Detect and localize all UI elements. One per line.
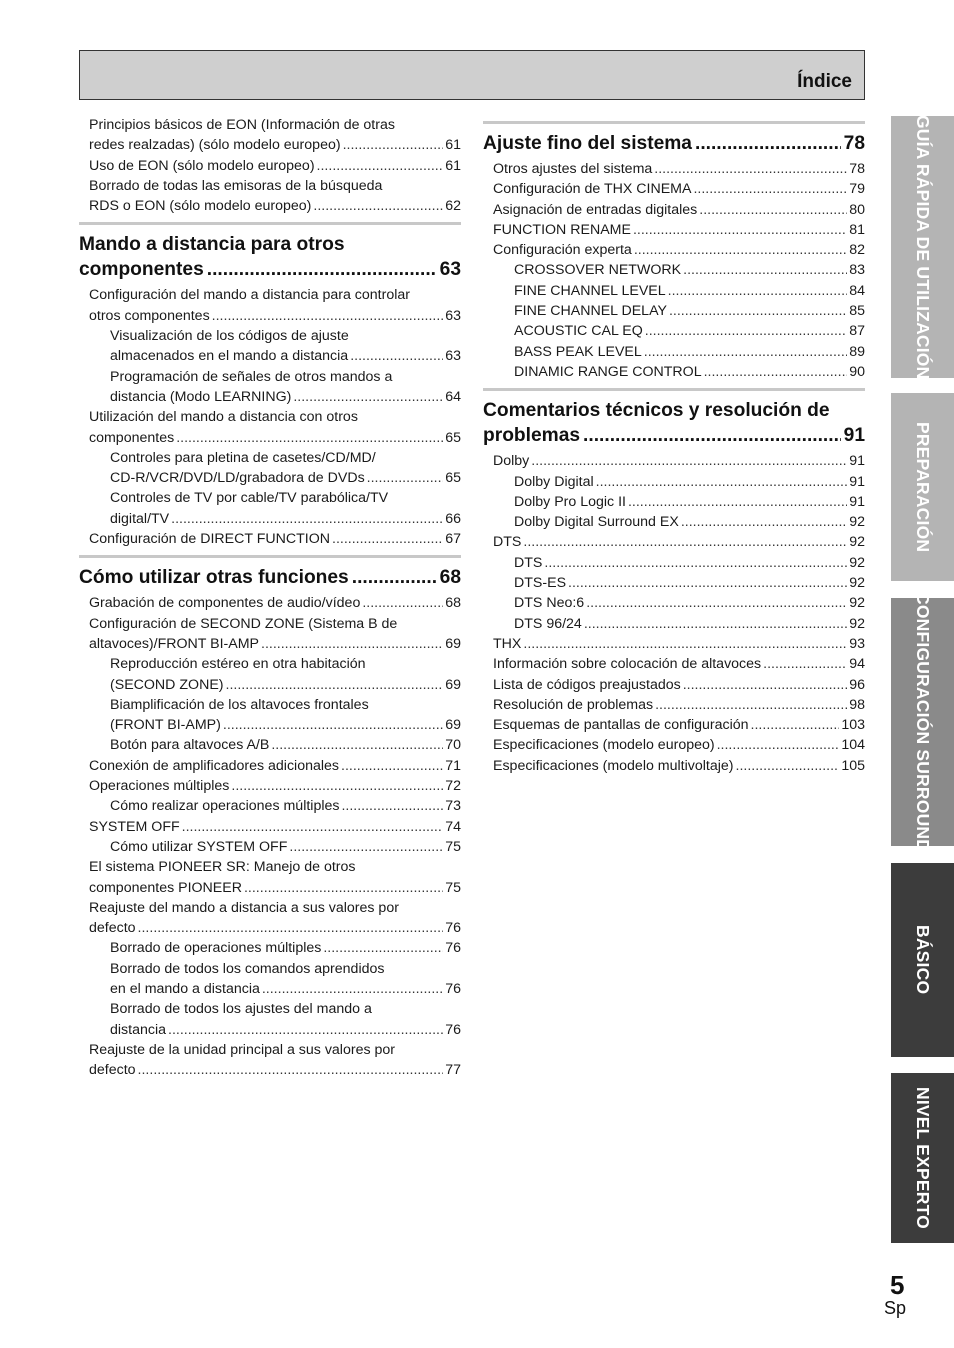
leader-dots	[736, 756, 840, 776]
side-tab-nivel-experto[interactable]	[891, 1073, 954, 1243]
toc-entry[interactable]	[483, 634, 865, 654]
section-title-text: Cómo utilizar otras funciones	[79, 567, 349, 589]
toc-entry[interactable]	[79, 428, 461, 448]
toc-entry[interactable]	[483, 159, 865, 179]
toc-entry[interactable]	[483, 675, 865, 695]
leader-dots	[171, 509, 443, 529]
page-reference: 69	[445, 676, 461, 693]
leader-dots	[633, 220, 847, 240]
toc-entry[interactable]	[483, 735, 865, 755]
entry-text: Borrado de todas las emisoras de la búsqueda	[89, 177, 383, 194]
toc-left-column	[79, 115, 461, 1080]
leader-dots	[223, 715, 443, 735]
page-reference: 81	[849, 221, 865, 238]
entry-text: otros componentes	[89, 307, 210, 324]
entry-text: Configuración de DIRECT FUNCTION	[89, 531, 330, 548]
entry-text: Lista de códigos preajustados	[493, 676, 681, 693]
leader-dots	[231, 776, 443, 796]
entry-text: Cómo realizar operaciones múltiples	[110, 798, 340, 815]
page-reference: 92	[849, 595, 865, 612]
entry-text: SYSTEM OFF	[89, 818, 180, 835]
entry-text: DTS 96/24	[514, 615, 582, 632]
section-divider	[79, 555, 461, 558]
entry-text: (SECOND ZONE)	[110, 676, 224, 693]
entry-text: DTS	[493, 534, 522, 551]
page-number: 5	[890, 1270, 905, 1300]
toc-entry	[79, 999, 461, 1019]
page-title: Índice	[797, 71, 852, 92]
entry-text: Esquemas de pantallas de configuración	[493, 717, 749, 734]
entry-text: Especificaciones (modelo multivoltaje)	[493, 757, 734, 774]
leader-dots	[212, 306, 444, 326]
entry-text: Programación de señales de otros mandos a	[110, 368, 393, 385]
page-reference: 64	[445, 388, 461, 405]
entry-text: CD-R/VCR/DVD/LD/grabadora de DVDs	[110, 470, 365, 487]
page-reference: 73	[445, 798, 461, 815]
entry-text: Controles de TV por cable/TV parabólica/TV	[110, 490, 389, 507]
toc-entry[interactable]	[483, 512, 865, 532]
toc-entry[interactable]	[483, 321, 865, 341]
page-reference: 98	[849, 696, 865, 713]
entry-text: Controles para pletina de casetes/CD/MD/	[110, 449, 376, 466]
entry-text: componentes PIONEER	[89, 879, 242, 896]
page-reference: 96	[849, 676, 865, 693]
toc-entry[interactable]	[483, 281, 865, 301]
toc-section-heading[interactable]	[483, 131, 865, 156]
page-reference: 92	[849, 615, 865, 632]
toc-entry	[79, 285, 461, 305]
section-title-text: Comentarios técnicos y resolución de	[483, 400, 830, 422]
entry-text: Dolby Pro Logic II	[514, 493, 626, 510]
page-reference: 70	[445, 737, 461, 754]
toc-entry	[79, 448, 461, 468]
leader-dots	[182, 817, 444, 837]
page-reference: 61	[445, 157, 461, 174]
toc-entry[interactable]	[79, 529, 461, 549]
entry-text: Operaciones múltiples	[89, 778, 230, 795]
leader-dots	[523, 634, 847, 654]
leader-dots	[596, 472, 848, 492]
toc-entry	[79, 176, 461, 196]
page-reference: 74	[445, 818, 461, 835]
side-tab-basico[interactable]	[891, 863, 954, 1057]
toc-entry[interactable]	[483, 614, 865, 634]
page-reference: 67	[445, 531, 461, 548]
page-reference: 90	[849, 363, 865, 380]
page-reference: 103	[841, 717, 865, 734]
leader-dots	[289, 837, 443, 857]
leader-dots	[644, 342, 847, 362]
leader-dots	[544, 553, 847, 573]
toc-entry[interactable]	[79, 346, 461, 366]
toc-entry	[79, 959, 461, 979]
page-reference: 84	[849, 282, 865, 299]
entry-text: altavoces)/FRONT BI-AMP	[89, 635, 260, 652]
toc-right-column	[483, 115, 865, 776]
toc-entry[interactable]	[79, 938, 461, 958]
page-reference: 91	[849, 453, 865, 470]
leader-dots	[693, 179, 847, 199]
page-reference: 92	[849, 514, 865, 531]
page-reference: 78	[843, 133, 865, 154]
toc-entry[interactable]	[483, 573, 865, 593]
leader-dots	[704, 362, 848, 382]
entry-text: distancia	[110, 1021, 166, 1038]
toc-entry[interactable]	[79, 634, 461, 654]
leader-dots	[583, 423, 841, 448]
page-reference: 83	[849, 262, 865, 279]
entry-text: Asignación de entradas digitales	[493, 201, 698, 218]
toc-entry	[79, 695, 461, 715]
section-title-text: Mando a distancia para otros	[79, 234, 345, 256]
entry-text: Reproducción estéreo en otra habitación	[110, 656, 366, 673]
toc-entry[interactable]	[79, 735, 461, 755]
page-reference: 66	[445, 510, 461, 527]
leader-dots	[683, 675, 848, 695]
toc-entry	[79, 407, 461, 427]
page-reference: 78	[849, 161, 865, 177]
leader-dots	[341, 756, 443, 776]
side-tab-label: GUÍA RÁPIDA DE UTILIZACIÓN	[913, 114, 933, 380]
leader-dots	[138, 918, 444, 938]
toc-entry[interactable]	[483, 715, 865, 735]
section-title-text: Ajuste fino del sistema	[483, 133, 692, 154]
toc-entry[interactable]	[483, 240, 865, 260]
entry-text: Visualización de los códigos de ajuste	[110, 328, 349, 345]
entry-text: Configuración de SECOND ZONE (Sistema B de	[89, 615, 398, 632]
page-reference: 71	[445, 757, 461, 774]
section-divider	[483, 121, 865, 124]
page-reference: 75	[445, 879, 461, 896]
page-reference: 91	[849, 493, 865, 510]
leader-dots	[695, 131, 841, 156]
leader-dots	[343, 135, 444, 155]
toc-entry[interactable]	[483, 301, 865, 321]
entry-text: Botón para altavoces A/B	[110, 737, 270, 754]
page-reference: 89	[849, 343, 865, 360]
leader-dots	[207, 257, 437, 282]
leader-dots	[313, 196, 443, 216]
entry-text: defecto	[89, 1062, 136, 1079]
page-reference: 92	[849, 575, 865, 592]
leader-dots	[751, 715, 840, 735]
leader-dots	[271, 735, 443, 755]
leader-dots	[681, 512, 847, 532]
toc-entry[interactable]	[483, 179, 865, 199]
toc-entry[interactable]	[79, 878, 461, 898]
page-reference: 105	[841, 757, 865, 774]
page-reference: 79	[849, 181, 865, 198]
page-reference: 82	[849, 242, 865, 259]
entry-text: defecto	[89, 920, 136, 937]
toc-entry	[79, 326, 461, 346]
leader-dots	[523, 532, 847, 552]
entry-text: Otros ajustes del sistema	[493, 161, 653, 177]
toc-entry[interactable]	[483, 220, 865, 240]
toc-entry[interactable]	[483, 593, 865, 613]
page-reference: 76	[445, 920, 461, 937]
section-divider	[483, 388, 865, 391]
entry-text: Información sobre colocación de altavoces	[493, 656, 762, 673]
leader-dots	[168, 1020, 443, 1040]
toc-section-heading[interactable]	[79, 232, 461, 282]
leader-dots	[645, 321, 847, 341]
toc-entry[interactable]	[79, 756, 461, 776]
page-reference: 63	[439, 259, 461, 281]
side-tab-label: BÁSICO	[913, 925, 933, 995]
toc-entry[interactable]	[483, 492, 865, 512]
leader-dots	[262, 979, 443, 999]
entry-text: almacenados en el mando a distancia	[110, 348, 349, 365]
page-reference: 80	[849, 201, 865, 218]
toc-entry[interactable]	[483, 342, 865, 362]
toc-entry[interactable]	[79, 817, 461, 837]
leader-dots	[628, 492, 847, 512]
entry-text: componentes	[89, 429, 175, 446]
entry-text: Principios básicos de EON (Información de otras	[89, 117, 395, 133]
toc-entry[interactable]	[483, 260, 865, 280]
toc-entry[interactable]	[79, 918, 461, 938]
side-tab-preparacion[interactable]	[891, 393, 954, 581]
leader-dots	[586, 593, 847, 613]
page-reference: 76	[445, 1021, 461, 1038]
entry-text: FINE CHANNEL LEVEL	[514, 282, 666, 299]
entry-text: DTS Neo:6	[514, 595, 585, 612]
entry-text: ACOUSTIC CAL EQ	[514, 323, 643, 340]
section-title-text: componentes	[79, 259, 204, 281]
page-reference: 87	[849, 323, 865, 340]
toc-entry[interactable]	[79, 796, 461, 816]
entry-text: Resolución de problemas	[493, 696, 654, 713]
leader-dots	[699, 200, 847, 220]
leader-dots	[531, 451, 847, 471]
page-reference: 93	[849, 635, 865, 652]
entry-text: Conexión de amplificadores adicionales	[89, 757, 340, 774]
entry-text: BASS PEAK LEVEL	[514, 343, 642, 360]
section-divider	[79, 222, 461, 225]
leader-dots	[668, 281, 848, 301]
toc-entry	[79, 488, 461, 508]
leader-dots	[176, 428, 443, 448]
toc-entry[interactable]	[79, 1060, 461, 1080]
page-reference: 76	[445, 980, 461, 997]
side-tab-configuracion-surround[interactable]	[891, 591, 954, 853]
page-reference: 77	[445, 1062, 461, 1079]
page-reference: 91	[843, 425, 865, 447]
page-reference: 104	[841, 737, 865, 754]
entry-text: Uso de EON (sólo modelo europeo)	[89, 157, 315, 174]
leader-dots	[138, 1060, 444, 1080]
toc-entry[interactable]	[79, 306, 461, 326]
toc-entry[interactable]	[483, 553, 865, 573]
leader-dots	[717, 735, 840, 755]
toc-entry[interactable]	[483, 472, 865, 492]
toc-entry[interactable]	[79, 715, 461, 735]
toc-entry[interactable]	[483, 451, 865, 471]
entry-text: Borrado de todos los ajustes del mando a	[110, 1001, 372, 1018]
toc-entry[interactable]	[79, 776, 461, 796]
entry-text: Reajuste del mando a distancia a sus valores por	[89, 899, 399, 916]
page-reference: 94	[849, 656, 865, 673]
toc-entry[interactable]	[483, 200, 865, 220]
entry-text: redes realzadas) (sólo modelo europeo)	[89, 137, 341, 154]
header-bar	[79, 50, 865, 100]
leader-dots	[350, 346, 443, 366]
page-reference: 68	[445, 595, 461, 612]
page-reference: 62	[445, 198, 461, 215]
leader-dots	[317, 156, 444, 176]
entry-text: DTS-ES	[514, 575, 567, 592]
leader-dots	[341, 796, 443, 816]
entry-text: DINAMIC RANGE CONTROL	[514, 363, 702, 380]
toc-section-heading[interactable]	[79, 565, 461, 590]
page-reference: 63	[445, 307, 461, 324]
leader-dots	[683, 260, 847, 280]
toc-entry	[79, 1040, 461, 1060]
entry-text: FINE CHANNEL DELAY	[514, 303, 667, 320]
entry-text: distancia (Modo LEARNING)	[110, 388, 292, 405]
toc-entry[interactable]	[79, 468, 461, 488]
toc-entry[interactable]	[79, 1020, 461, 1040]
leader-dots	[261, 634, 443, 654]
page-reference: 91	[849, 473, 865, 490]
toc-entry[interactable]	[79, 196, 461, 216]
page-reference: 69	[445, 635, 461, 652]
section-title-text: problemas	[483, 425, 581, 447]
toc-entry[interactable]	[483, 532, 865, 552]
leader-dots	[634, 240, 847, 260]
leader-dots	[584, 614, 847, 634]
toc-section-heading[interactable]	[483, 398, 865, 448]
page-reference: 85	[849, 303, 865, 320]
toc-entry[interactable]	[79, 135, 461, 155]
toc-entry[interactable]	[483, 695, 865, 715]
entry-text: THX	[493, 635, 522, 652]
entry-text: Configuración de THX CINEMA	[493, 181, 692, 198]
leader-dots	[669, 301, 847, 321]
toc-entry	[79, 614, 461, 634]
entry-text: Dolby Digital Surround EX	[514, 514, 679, 531]
side-tab-label: CONFIGURACIÓN SURROUND	[913, 591, 933, 853]
entry-text: Biamplificación de los altavoces frontales	[110, 696, 369, 713]
entry-text: El sistema PIONEER SR: Manejo de otros	[89, 859, 356, 876]
entry-text: (FRONT BI-AMP)	[110, 717, 221, 734]
entry-text: RDS o EON (sólo modelo europeo)	[89, 198, 312, 215]
leader-dots	[323, 938, 443, 958]
toc-entry[interactable]	[79, 387, 461, 407]
page-language-code: Sp	[884, 1298, 907, 1318]
page-reference: 61	[445, 137, 461, 154]
toc-entry	[79, 367, 461, 387]
page-reference: 65	[445, 429, 461, 446]
page-reference: 92	[849, 554, 865, 571]
toc-entry	[79, 654, 461, 674]
entry-text: Borrado de operaciones múltiples	[110, 940, 322, 957]
toc-entry[interactable]	[483, 756, 865, 776]
leader-dots	[763, 654, 847, 674]
toc-entry	[79, 857, 461, 877]
entry-text: Reajuste de la unidad principal a sus valores por	[89, 1041, 396, 1058]
toc-entry[interactable]	[483, 654, 865, 674]
leader-dots	[362, 593, 443, 613]
side-tab-label: NIVEL EXPERTO	[913, 1087, 933, 1229]
toc-entry[interactable]	[79, 593, 461, 613]
toc-entry	[79, 115, 461, 135]
leader-dots	[226, 675, 444, 695]
leader-dots	[244, 878, 443, 898]
entry-text: CROSSOVER NETWORK	[514, 262, 682, 279]
toc-entry[interactable]	[79, 156, 461, 176]
entry-text: Cómo utilizar SYSTEM OFF	[110, 838, 288, 855]
page-reference: 72	[445, 778, 461, 795]
toc-entry[interactable]	[79, 675, 461, 695]
side-tab-guia-rapida[interactable]	[891, 116, 954, 378]
page-reference: 65	[445, 470, 461, 487]
entry-text: Grabación de componentes de audio/vídeo	[89, 595, 361, 612]
leader-dots	[332, 529, 443, 549]
entry-text: Configuración del mando a distancia para controlar	[89, 287, 410, 304]
entry-text: DTS	[514, 554, 543, 571]
entry-text: Especificaciones (modelo europeo)	[493, 737, 715, 754]
page-reference: 92	[849, 534, 865, 551]
side-tab-label: PREPARACIÓN	[913, 421, 933, 553]
toc-entry[interactable]	[79, 837, 461, 857]
leader-dots	[352, 565, 437, 590]
toc-entry[interactable]	[79, 979, 461, 999]
page-reference: 75	[445, 838, 461, 855]
entry-text: FUNCTION RENAME	[493, 221, 631, 238]
toc-entry[interactable]	[79, 509, 461, 529]
entry-text: Dolby Digital	[514, 473, 594, 490]
leader-dots	[293, 387, 443, 407]
entry-text: Borrado de todos los comandos aprendidos	[110, 960, 385, 977]
entry-text: digital/TV	[110, 510, 170, 527]
leader-dots	[568, 573, 847, 593]
toc-entry	[79, 898, 461, 918]
leader-dots	[654, 159, 847, 179]
page-reference: 63	[445, 348, 461, 365]
entry-text: en el mando a distancia	[110, 980, 260, 997]
entry-text: Utilización del mando a distancia con otros	[89, 409, 358, 426]
entry-text: Configuración experta	[493, 242, 632, 259]
page-reference: 68	[439, 567, 461, 589]
page-reference: 69	[445, 717, 461, 734]
page-reference: 76	[445, 940, 461, 957]
leader-dots	[655, 695, 847, 715]
toc-entry[interactable]	[483, 362, 865, 382]
entry-text: Dolby	[493, 453, 530, 470]
leader-dots	[367, 468, 444, 488]
